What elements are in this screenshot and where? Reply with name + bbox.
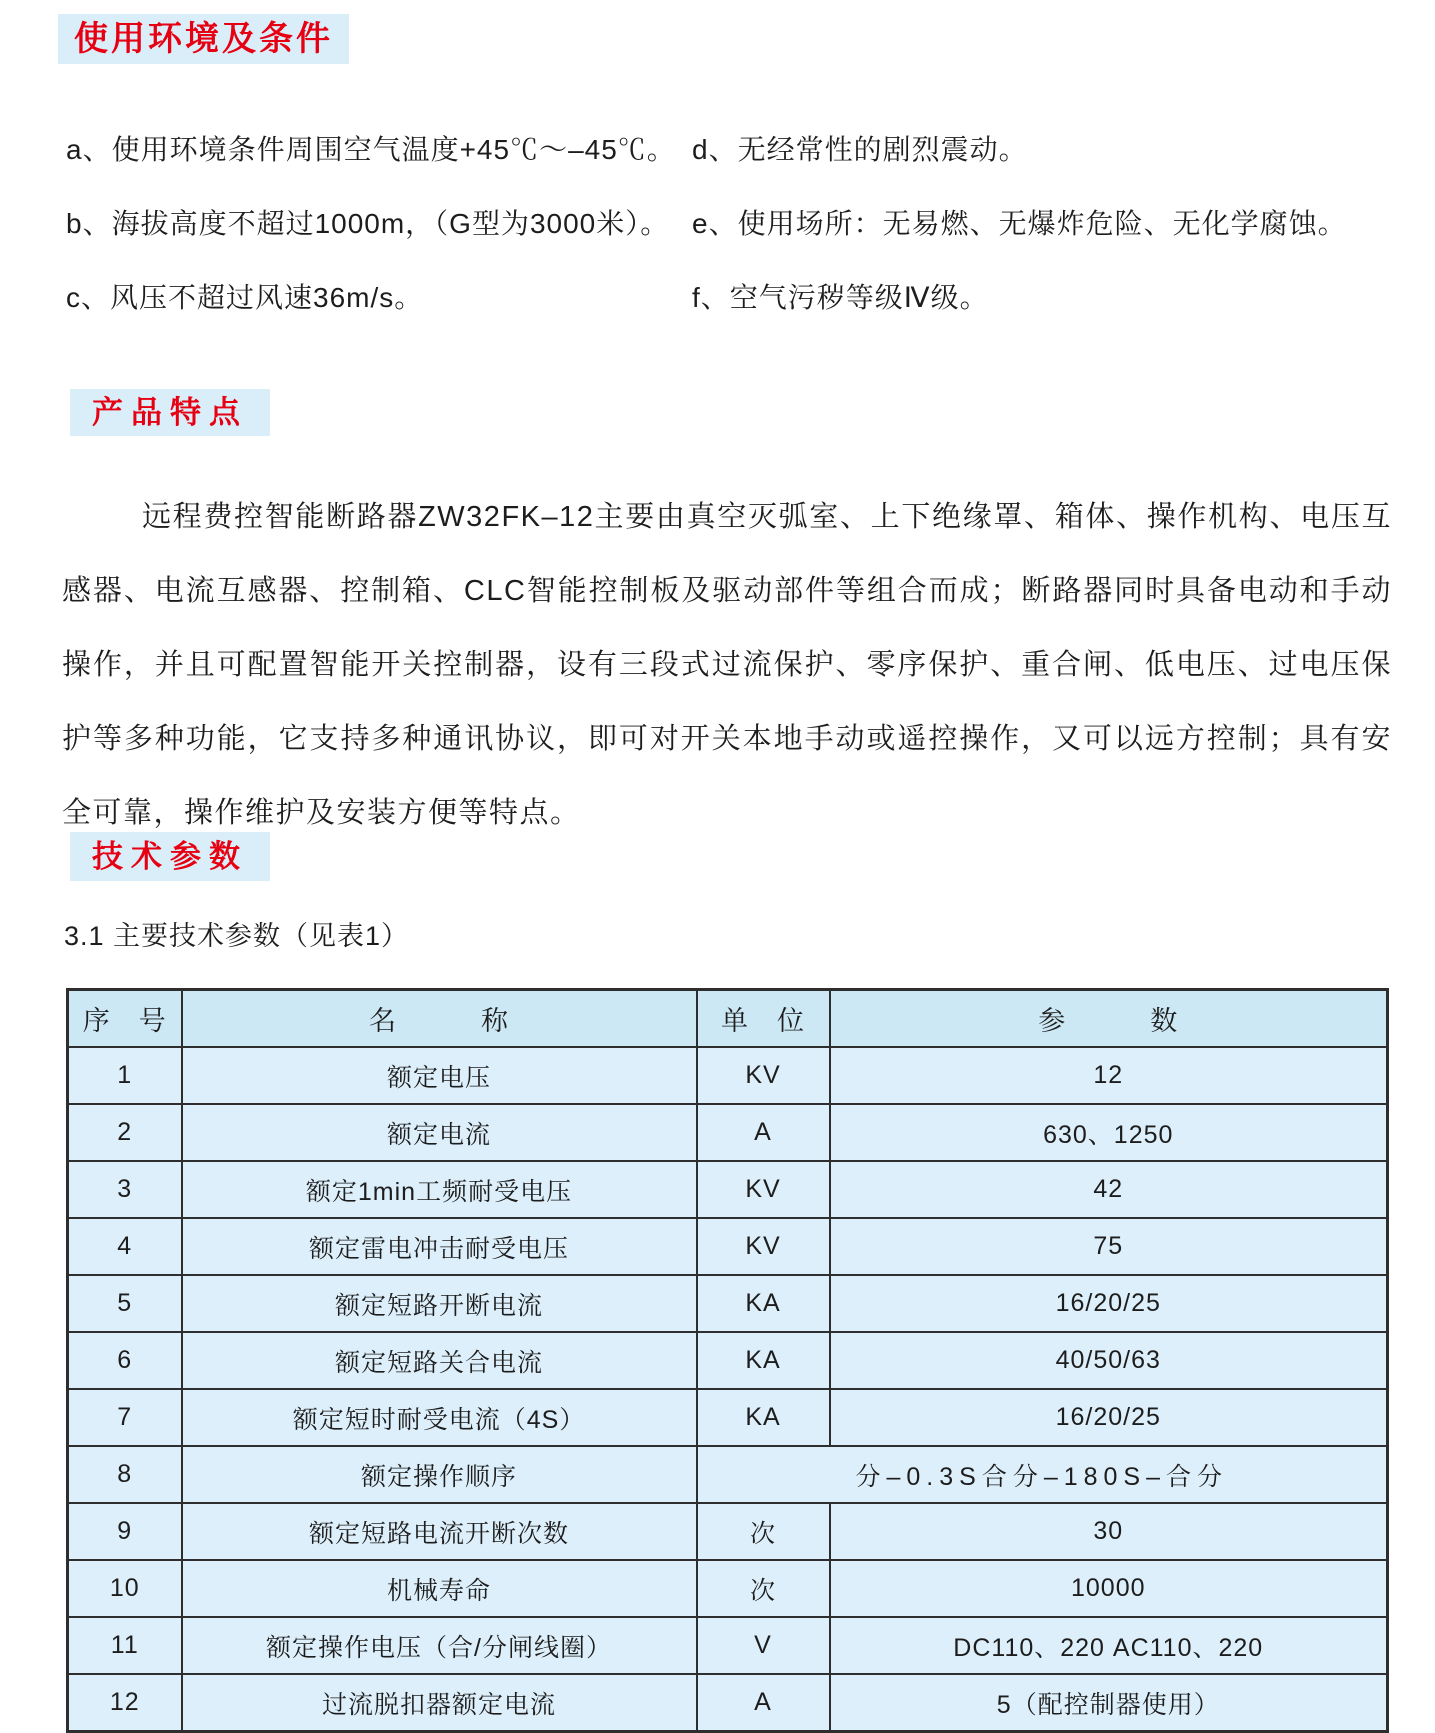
cell-name: 额定短时耐受电流（4S） <box>182 1389 697 1446</box>
usage-item: d、无经常性的剧烈震动。 <box>692 134 1028 165</box>
tech-parameters-table <box>66 988 1389 1733</box>
usage-item: c、风压不超过风速36m/s。 <box>66 282 424 313</box>
usage-item: e、使用场所：无易燃、无爆炸危险、无化学腐蚀。 <box>692 208 1347 239</box>
table-row <box>68 1617 1388 1674</box>
cell-value: 分–0.3S合分–180S–合分 <box>697 1446 1388 1503</box>
cell-no: 3 <box>68 1161 182 1218</box>
usage-item: f、空气污秽等级Ⅳ级。 <box>692 282 989 313</box>
cell-no: 6 <box>68 1332 182 1389</box>
cell-unit: KV <box>697 1161 830 1218</box>
cell-value: 40/50/63 <box>830 1332 1388 1389</box>
features-paragraph: 远程费控智能断路器ZW32FK–12主要由真空灭弧室、上下绝缘罩、箱体、操作机构、电压互感器、电流互感器、控制箱、CLC智能控制板及驱动部件等组合而成；断路器同时具备电动和手动操作，并且可配置智能开关控制器，设有三段式过流保护、零序保护、重合闸、低电压、过电压保护等多种功能，它支持多种通讯协议，即可对开关本地手动或遥控操作，又可以远方控制；具有安全可靠，操作维护及安装方便等特点。 <box>62 501 1392 829</box>
cell-unit: KV <box>697 1047 830 1104</box>
table-row <box>68 1674 1388 1732</box>
cell-value: 42 <box>830 1161 1388 1218</box>
cell-name: 额定电流 <box>182 1104 697 1161</box>
cell-value: 5（配控制器使用） <box>830 1674 1388 1732</box>
cell-unit: A <box>697 1674 830 1732</box>
cell-no: 10 <box>68 1560 182 1617</box>
table-body <box>68 1047 1388 1732</box>
header-cell-name: 名 称 <box>182 990 697 1048</box>
cell-no: 9 <box>68 1503 182 1560</box>
cell-no: 2 <box>68 1104 182 1161</box>
table-row <box>68 1389 1388 1446</box>
section-title-usage: 使用环境及条件 <box>58 14 349 64</box>
table-row <box>68 1446 1388 1503</box>
cell-unit: A <box>697 1104 830 1161</box>
header-cell-no: 序 号 <box>68 990 182 1048</box>
cell-unit: KV <box>697 1218 830 1275</box>
cell-name: 额定短路电流开断次数 <box>182 1503 697 1560</box>
cell-unit: 次 <box>697 1560 830 1617</box>
table-header <box>68 990 1388 1048</box>
table-row <box>68 1275 1388 1332</box>
cell-no: 4 <box>68 1218 182 1275</box>
cell-unit: V <box>697 1617 830 1674</box>
cell-no: 8 <box>68 1446 182 1503</box>
cell-value: 16/20/25 <box>830 1275 1388 1332</box>
cell-value: 12 <box>830 1047 1388 1104</box>
section-title-tech: 技术参数 <box>70 832 270 881</box>
cell-name: 额定1min工频耐受电压 <box>182 1161 697 1218</box>
table-row <box>68 1047 1388 1104</box>
cell-value: 30 <box>830 1503 1388 1560</box>
cell-unit: KA <box>697 1275 830 1332</box>
cell-name: 额定雷电冲击耐受电压 <box>182 1218 697 1275</box>
table-row <box>68 1218 1388 1275</box>
cell-value: 75 <box>830 1218 1388 1275</box>
cell-value: DC110、220 AC110、220 <box>830 1617 1388 1674</box>
usage-item: b、海拔高度不超过1000m，（G型为3000米）。 <box>66 208 670 239</box>
cell-name: 额定操作顺序 <box>182 1446 697 1503</box>
cell-unit: 次 <box>697 1503 830 1560</box>
section-title-features: 产品特点 <box>70 389 270 436</box>
table-row <box>68 1560 1388 1617</box>
cell-no: 5 <box>68 1275 182 1332</box>
cell-name: 额定短路开断电流 <box>182 1275 697 1332</box>
cell-name: 额定操作电压（合/分闸线圈） <box>182 1617 697 1674</box>
cell-value: 630、1250 <box>830 1104 1388 1161</box>
cell-name: 额定电压 <box>182 1047 697 1104</box>
cell-name: 额定短路关合电流 <box>182 1332 697 1389</box>
cell-value: 16/20/25 <box>830 1389 1388 1446</box>
table-header-row <box>68 990 1388 1048</box>
table-row <box>68 1503 1388 1560</box>
cell-no: 11 <box>68 1617 182 1674</box>
usage-left-list <box>66 135 676 357</box>
cell-value: 10000 <box>830 1560 1388 1617</box>
cell-no: 7 <box>68 1389 182 1446</box>
header-cell-unit: 单 位 <box>697 990 830 1048</box>
cell-unit: KA <box>697 1389 830 1446</box>
table-row <box>68 1161 1388 1218</box>
cell-name: 过流脱扣器额定电流 <box>182 1674 697 1732</box>
header-cell-value: 参 数 <box>830 990 1388 1048</box>
tech-subtitle: 3.1 主要技术参数（见表1） <box>64 921 410 951</box>
usage-item: a、使用环境条件周围空气温度+45℃～–45℃。 <box>66 134 676 165</box>
cell-name: 机械寿命 <box>182 1560 697 1617</box>
cell-unit: KA <box>697 1332 830 1389</box>
cell-no: 1 <box>68 1047 182 1104</box>
usage-right-list <box>692 135 1347 357</box>
cell-no: 12 <box>68 1674 182 1732</box>
table-row <box>68 1332 1388 1389</box>
table-row <box>68 1104 1388 1161</box>
